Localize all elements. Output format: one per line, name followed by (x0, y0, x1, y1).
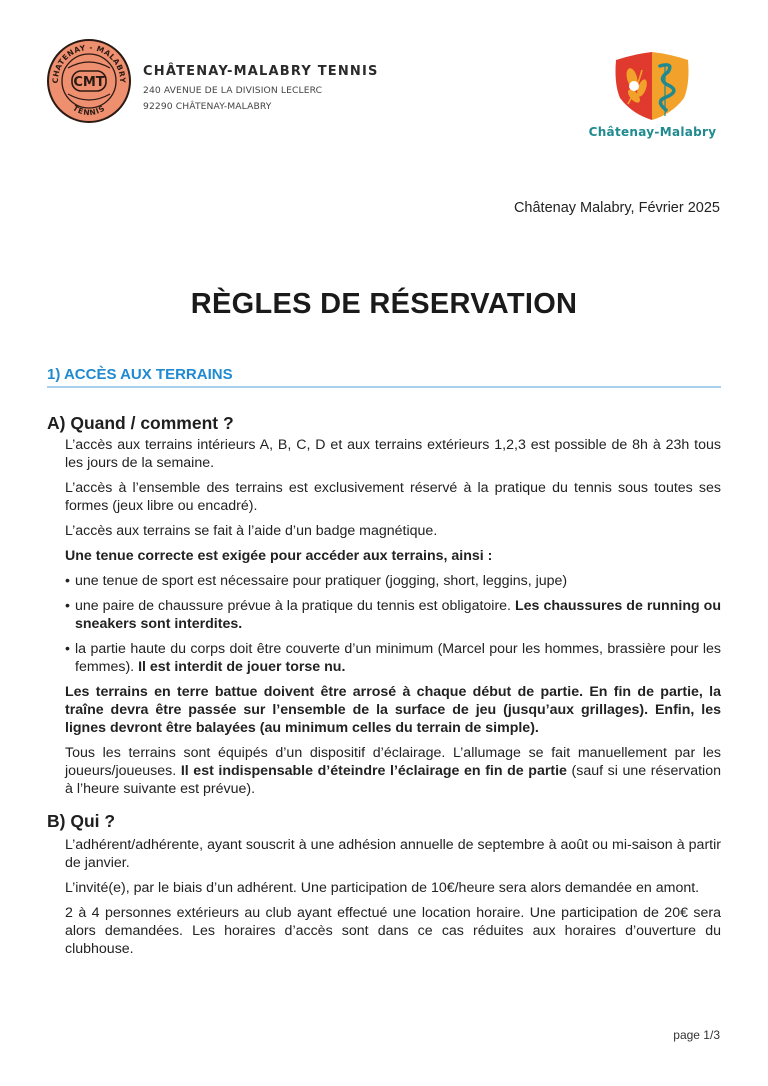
section-divider (47, 386, 721, 388)
page-title: RÈGLES DE RÉSERVATION (190, 288, 578, 320)
badge-center-text: CMT (73, 75, 105, 90)
list-item: • une paire de chaussure prévue à la pratique du tennis est obligatoire. Les chaussures de running ou sneakers sont interdites. (65, 598, 721, 632)
paragraph-hours: L’accès aux terrains intérieurs A, B, C, D et aux terrains extérieurs 1,2,3 est possible de 8h à 23h tous les jours de la semaine. (65, 437, 721, 471)
list-item: • la partie haute du corps doit être couverte d’un minimum (Marcel pour les hommes, brassière pour les femmes). Il est interdit de jouer torse nu. (65, 641, 721, 675)
paragraph-dress-intro: Une tenue correcte est exigée pour accéder aux terrains, ainsi : (65, 548, 493, 564)
svg-text:CHATENAY - MALABRY: CHATENAY - MALABRY (50, 42, 128, 84)
subsection-b-body (65, 836, 721, 965)
list-item: • une tenue de sport est nécessaire pour pratiquer (jogging, short, leggins, jupe) (65, 573, 568, 589)
paragraph-clay-courts: Les terrains en terre battue doivent être arrosé à chaque début de partie. En fin de partie, la traîne devra être passée sur l’ensemble de la surface de jeu (jusqu’aux grillages). Enfin, les lignes devront être balayées (au minimum celles du terrain de simple). (65, 684, 721, 736)
paragraph-badge: L’accès aux terrains se fait à l’aide d’un badge magnétique. (65, 523, 438, 539)
paragraph-external: 2 à 4 personnes extérieurs au club ayant effectué une location horaire. Une participation de 20€ sera alors demandées. Les horaires d’accès sont dans ce cas réduites aux horaires d’ouverture du clubhouse. (65, 905, 721, 957)
paragraph-member: L’adhérent/adhérente, ayant souscrit à une adhésion annuelle de septembre à août ou mi-saison à partir de janvier. (65, 837, 721, 871)
date-line: Châtenay Malabry, Février 2025 (513, 200, 720, 216)
page-number: page 1/3 (673, 1028, 720, 1042)
subsection-heading-a: A) Quand / comment ? (47, 413, 234, 433)
cmt-tennis-badge-icon (46, 38, 132, 124)
city-name: Châtenay-Malabry (588, 125, 717, 139)
paragraph-tennis-only: L’accès à l’ensemble des terrains est exclusivement réservé à la pratique du tennis sous toutes ses formes (jeux libre ou encadré). (65, 480, 721, 514)
svg-text:TENNIS: TENNIS (71, 103, 107, 118)
subsection-a-body (65, 436, 721, 805)
paragraph-guest: L’invité(e), par le biais d’un adhérent. Une participation de 10€/heure sera alors demandée en amont. (65, 880, 700, 896)
section-heading: 1) ACCÈS AUX TERRAINS (47, 366, 233, 383)
club-header (143, 64, 379, 112)
paragraph-lighting: Tous les terrains sont équipés d’un dispositif d’éclairage. L’allumage se fait manuellement par les joueurs/joueuses. Il est indispensable d’éteindre l’éclairage en fin de partie (sauf si une réservation à l’heure suivante est prévue). (65, 745, 721, 797)
club-name: CHÂTENAY-MALABRY TENNIS (143, 64, 379, 79)
subsection-heading-b: B) Qui ? (47, 811, 116, 831)
club-address-line2: 92290 CHÂTENAY-MALABRY (143, 101, 272, 112)
club-address-line1: 240 AVENUE DE LA DIVISION LECLERC (143, 85, 323, 96)
